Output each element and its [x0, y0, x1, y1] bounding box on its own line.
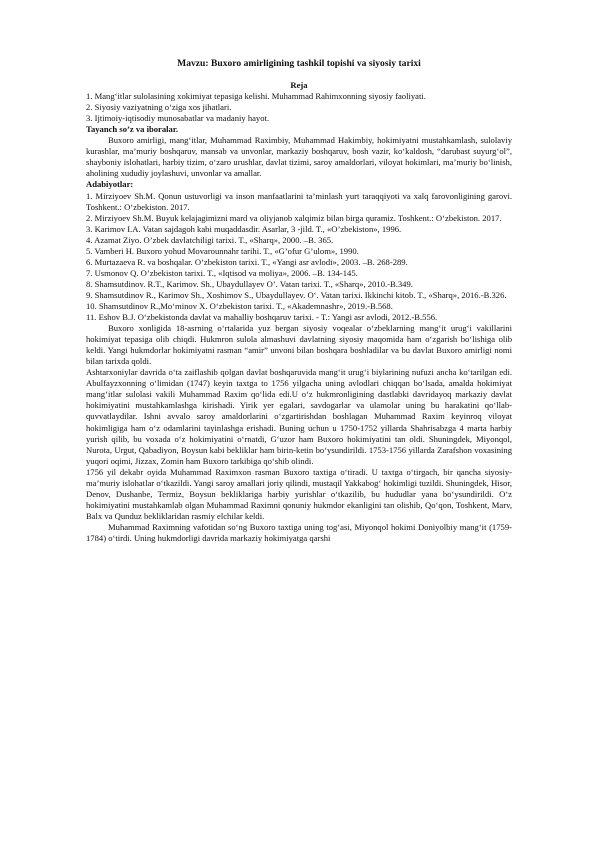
plan-heading: Reja [290, 80, 308, 91]
keywords-heading: Tayanch so’z va iboralar. [86, 124, 178, 135]
body-paragraph: Ashtarxoniylar davrida o‘ta zaiflashib qolgan davlat boshqaruvida mang‘it urug‘i biylarining nufuzi ancha ko‘tarilgan edi. Abulfayzxonning o‘limidan (1747) keyin taxtga to 1756 yilgacha uning avlodlari chiqqan bo‘lsada, amalda hokimiyat mang‘itlar sulolasi vakili Muhammad Raxim qo‘lida edi.U o‘z hukmronligining dastlabki davridayoq markaziy davlat hokimiyatini mustahkamlashga kirishadi. Yirik yer egalari, savdogarlar va ulamolar uning bu harakatini qo‘llab-quvvatlaydilar. Ishni avvalo saroy amaldorlarini o‘zgartirishdan boshlagan Muhammad Raxim keyinroq viloyat hokimligiga ham o‘z odamlarini tayinlashga erishadi. Buning uchun u 1750-1752 yillarda Shahrisabzga 4 marta harbiy yurish qilib, bu voxada o‘z hokimiyatini o‘rnatdi, G‘uzor ham Buxoro hokimiyatini tan oldi. Shuningdek, Miyonqol, Nurota, Urgut, Qabadiyon, Boysun kabi bekliklar ham birin-ketin bo‘ysundirildi. 1753-1756 yillarda Zarafshon voxasining yuqori oqimi, Jizzax, Zomin ham Buxoro tarkibiga qo‘shib olindi. [86, 367, 512, 466]
reference-item: 6. Murtazaeva R. va boshqalar. O’zbekiston tarixi. T., «Yangi asr avlodi», 2003. –B. 268-289. [86, 256, 408, 267]
document-page [86, 58, 512, 544]
plan-item: 2. Siyosiy vaziyatning o‘ziga xos jihatlari. [86, 102, 232, 113]
reference-item: 9. Shamsutdinov R., Karimov Sh., Xoshimov S., Ubaydullayev. O‘. Vatan tarixi. Ikkinchi kitob. T., «Sharq», 2016.-B.326. [86, 289, 507, 300]
plan-item: 1. Mang‘itlar sulolasining xokimiyat tepasiga kelishi. Muhammad Rahimxonning siyosiy faoliyati. [86, 91, 426, 102]
body-paragraph: 1756 yil dekabr oyida Muhammad Raximxon rasman Buxoro taxtiga o‘tiradi. U taxtga o‘tirgach, bir qancha siyosiy-ma’muriy islohatlar o‘tkazildi. Yangi saroy amallari joriy qilindi, mustaqil Yakkabog‘ hokimligi tuzildi. Shuningdek, Hisor, Denov, Dushanbe, Termiz, Boysun bekliklariga harbiy yurishlar o‘tkazilib, bu hududlar yana bo‘ysundirildi. O‘z hokimiyatini mustahkamlab olgan Muhammad Raximni qonuniy hukmdor ekanligini tan olishib, Qo‘qon, Toshkent, Marv, Balx va Qunduz bekliklaridan rasmiy elchilar keldi. [86, 466, 512, 521]
reference-item: 3. Karimov I.A. Vatan sajdagoh kabi muqaddasdir. Asarlar, 3 -jild. T., «O’zbekiston», 1996. [86, 223, 402, 234]
reference-item: 7. Usmonov Q. O’zbekiston tarixi. T., «Iqtisod va moliya», 2006. –B. 134-145. [86, 267, 358, 278]
references-list [86, 191, 512, 324]
reference-item: 4. Azamat Ziyo. O’zbek davlatchiligi tarixi. T., «Sharq», 2000. –B. 365. [86, 234, 334, 245]
document-title: Mavzu: Buxoro amirligining tashkil topishi va siyosiy tarixi [177, 58, 421, 69]
body-paragraph: Buxoro xonligida 18-asrning o‘rtalarida yuz bergan siyosiy voqealar o‘zbeklarning mang‘it urug‘i vakillarini hokimiyat tepasiga olib chiqdi. Hukmron sulola almashuvi davlatning siyosiy maqomida ham o‘zgarish bo‘lishiga olib keldi. Yangi hukmdorlar hokimiyatni rasman “amir” unvoni bilan boshqara boshladilar va bu davlat Buxoro amirligi nomi bilan tarixda qoldi. [86, 323, 512, 367]
plan-item: 3. Ijtimoiy-iqtisodiy munosabatlar va madaniy hayot. [86, 113, 270, 124]
reference-item: 5. Vamberi H. Buxoro yohud Movarounnahr tarihi. T., «G’ofur G’ulom», 1990. [86, 245, 359, 256]
reference-item: 11. Eshov B.J. O‘zbekistonda davlat va mahalliy boshqaruv tarixi. - T.: Yangi asr avlodi, 2012.-B.556. [86, 312, 438, 323]
reference-item: 10. Shamsutdinov R.,Mo‘minov X. O‘zbekiston tarixi. T., «Akademnashr», 2019.-B.568. [86, 300, 393, 311]
keywords-text: Buxoro amirligi, mang‘itlar, Muhammad Raximbiy, Muhammad Hakimbiy, hokimiyatni mustahkamlash, sulolaviy kurashlar, ma’muriy boshqaruv, mansab va unvonlar, markaziy boshqaruv, bosh vazir, ko‘kaldosh, “darubast suyurg‘ol”, shayboniy islohatlari, harbiy tizim, o‘zaro urushlar, davlat tizimi, saroy amaldorlari, viloyat hokimlari, ma’muriy bo‘linish, aholining xududiy joylashuvi, unvonlar va amallar. [86, 135, 512, 179]
reference-item: 8. Shamsutdinov. R.T., Karimov. Sh., Ubaydullayev O’. Vatan tarixi. T., «Sharq», 2010.-B.349. [86, 278, 413, 289]
reference-item: 2. Mirziyoev Sh.M. Buyuk kelajagimizni mard va oliyjanob xalqimiz bilan birga quramiz. Toshkent.: O‘zbekiston. 2017. [86, 212, 502, 223]
plan-list [86, 91, 512, 124]
references-heading: Adabiyotlar: [86, 179, 134, 190]
reference-item: 1. Mirziyoev Sh.M. Qonun ustuvorligi va inson manfaatlarini ta’minlash yurt taraqqiyoti va xalq farovonligining garovi. Toshkent.: O‘zbekiston. 2017. [86, 190, 512, 212]
body-paragraph: Muhammad Raximning vafotidan so‘ng Buxoro taxtiga uning tog‘asi, Miyonqol hokimi Doniyolbiy mang‘it (1759-1784) o‘tirdi. Uning hukmdorligi davrida markaziy hokimiyatga qarshi [86, 521, 512, 543]
